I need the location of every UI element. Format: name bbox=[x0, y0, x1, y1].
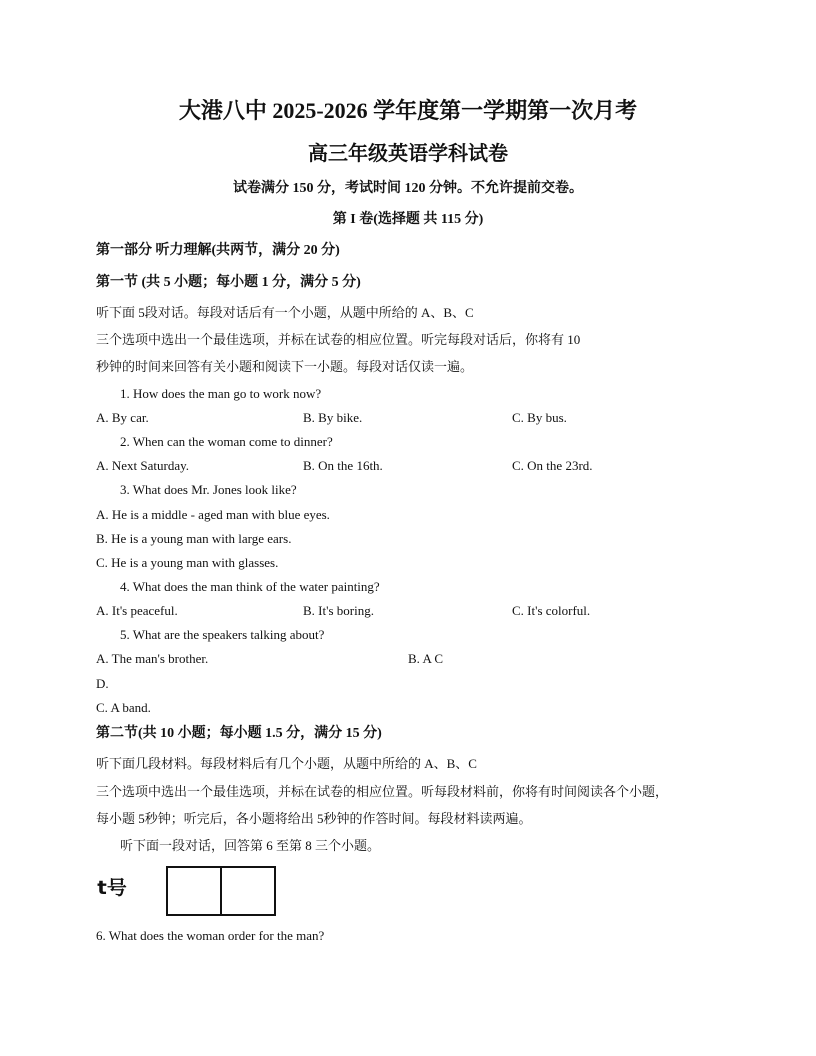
q3-option-a: A. He is a middle - aged man with blue eyes. bbox=[96, 507, 330, 522]
section2-instruction-line: 听下面几段材料。每段材料后有几个小题，从题中所给的 A、B、C bbox=[96, 756, 477, 771]
q2-option-b: B. On the 16th. bbox=[303, 458, 383, 473]
q5-option-c: C. A band. bbox=[96, 700, 151, 715]
question-3: 3. What does Mr. Jones look like? bbox=[120, 482, 297, 497]
section1-instruction-line: 三个选项中选出一个最佳选项，并标在试卷的相应位置。听完每段对话后，你将有 10 bbox=[96, 332, 581, 347]
volume-heading: 第 I 卷(选择题 共 115 分) bbox=[332, 212, 484, 227]
q1-option-c: C. By bus. bbox=[512, 410, 567, 425]
section2-instruction-line: 三个选项中选出一个最佳选项，并标在试卷的相应位置。听每段材料前，你将有时间阅读各个小题， bbox=[96, 784, 669, 799]
question-2: 2. When can the woman come to dinner? bbox=[120, 434, 333, 449]
section1-heading: 第一节 (共 5 小题；每小题 1 分，满分 5 分) bbox=[96, 275, 361, 290]
exam-title: 大港八中 2025-2026 学年度第一学期第一次月考 bbox=[178, 98, 638, 123]
q1-option-b: B. By bike. bbox=[303, 410, 363, 425]
q4-option-b: B. It's boring. bbox=[303, 603, 374, 618]
q1-option-a: A. By car. bbox=[96, 410, 149, 425]
seat-number-label-fragment: t号 bbox=[97, 877, 127, 899]
exam-subtitle: 高三年级英语学科试卷 bbox=[308, 143, 508, 165]
section1-instruction-line: 秒钟的时间来回答有关小题和阅读下一小题。每段对话仅读一遍。 bbox=[96, 359, 474, 374]
q2-option-a: A. Next Saturday. bbox=[96, 458, 190, 473]
q5-option-b: B. A C bbox=[408, 651, 444, 666]
question-6: 6. What does the woman order for the man? bbox=[96, 928, 325, 943]
section2-heading: 第二节(共 10 小题；每小题 1.5 分，满分 15 分) bbox=[96, 726, 382, 741]
q4-option-a: A. It's peaceful. bbox=[96, 603, 178, 618]
exam-notice: 试卷满分 150 分，考试时间 120 分钟。不允许提前交卷。 bbox=[233, 181, 583, 196]
part1-heading: 第一部分 听力理解(共两节，满分 20 分) bbox=[96, 243, 340, 258]
section1-instruction-line: 听下面 5段对话。每段对话后有一个小题，从题中所给的 A、B、C bbox=[96, 305, 474, 320]
q2-option-c: C. On the 23rd. bbox=[512, 458, 593, 473]
section2-instruction-line: 每小题 5秒钟；听完后，各小题将给出 5秒钟的作答时间。每段材料读两遍。 bbox=[96, 811, 532, 826]
q5-option-d: D. bbox=[96, 676, 109, 691]
question-4: 4. What does the man think of the water painting? bbox=[120, 579, 380, 594]
q3-option-b: B. He is a young man with large ears. bbox=[96, 531, 292, 546]
q4-option-c: C. It's colorful. bbox=[512, 603, 591, 618]
q3-option-c: C. He is a young man with glasses. bbox=[96, 555, 279, 570]
seat-number-box-divider bbox=[220, 866, 222, 916]
q5-option-a: A. The man's brother. bbox=[96, 651, 209, 666]
question-5: 5. What are the speakers talking about? bbox=[120, 627, 325, 642]
question-1: 1. How does the man go to work now? bbox=[120, 386, 322, 401]
listen-note: 听下面一段对话，回答第 6 至第 8 三个小题。 bbox=[120, 838, 381, 853]
